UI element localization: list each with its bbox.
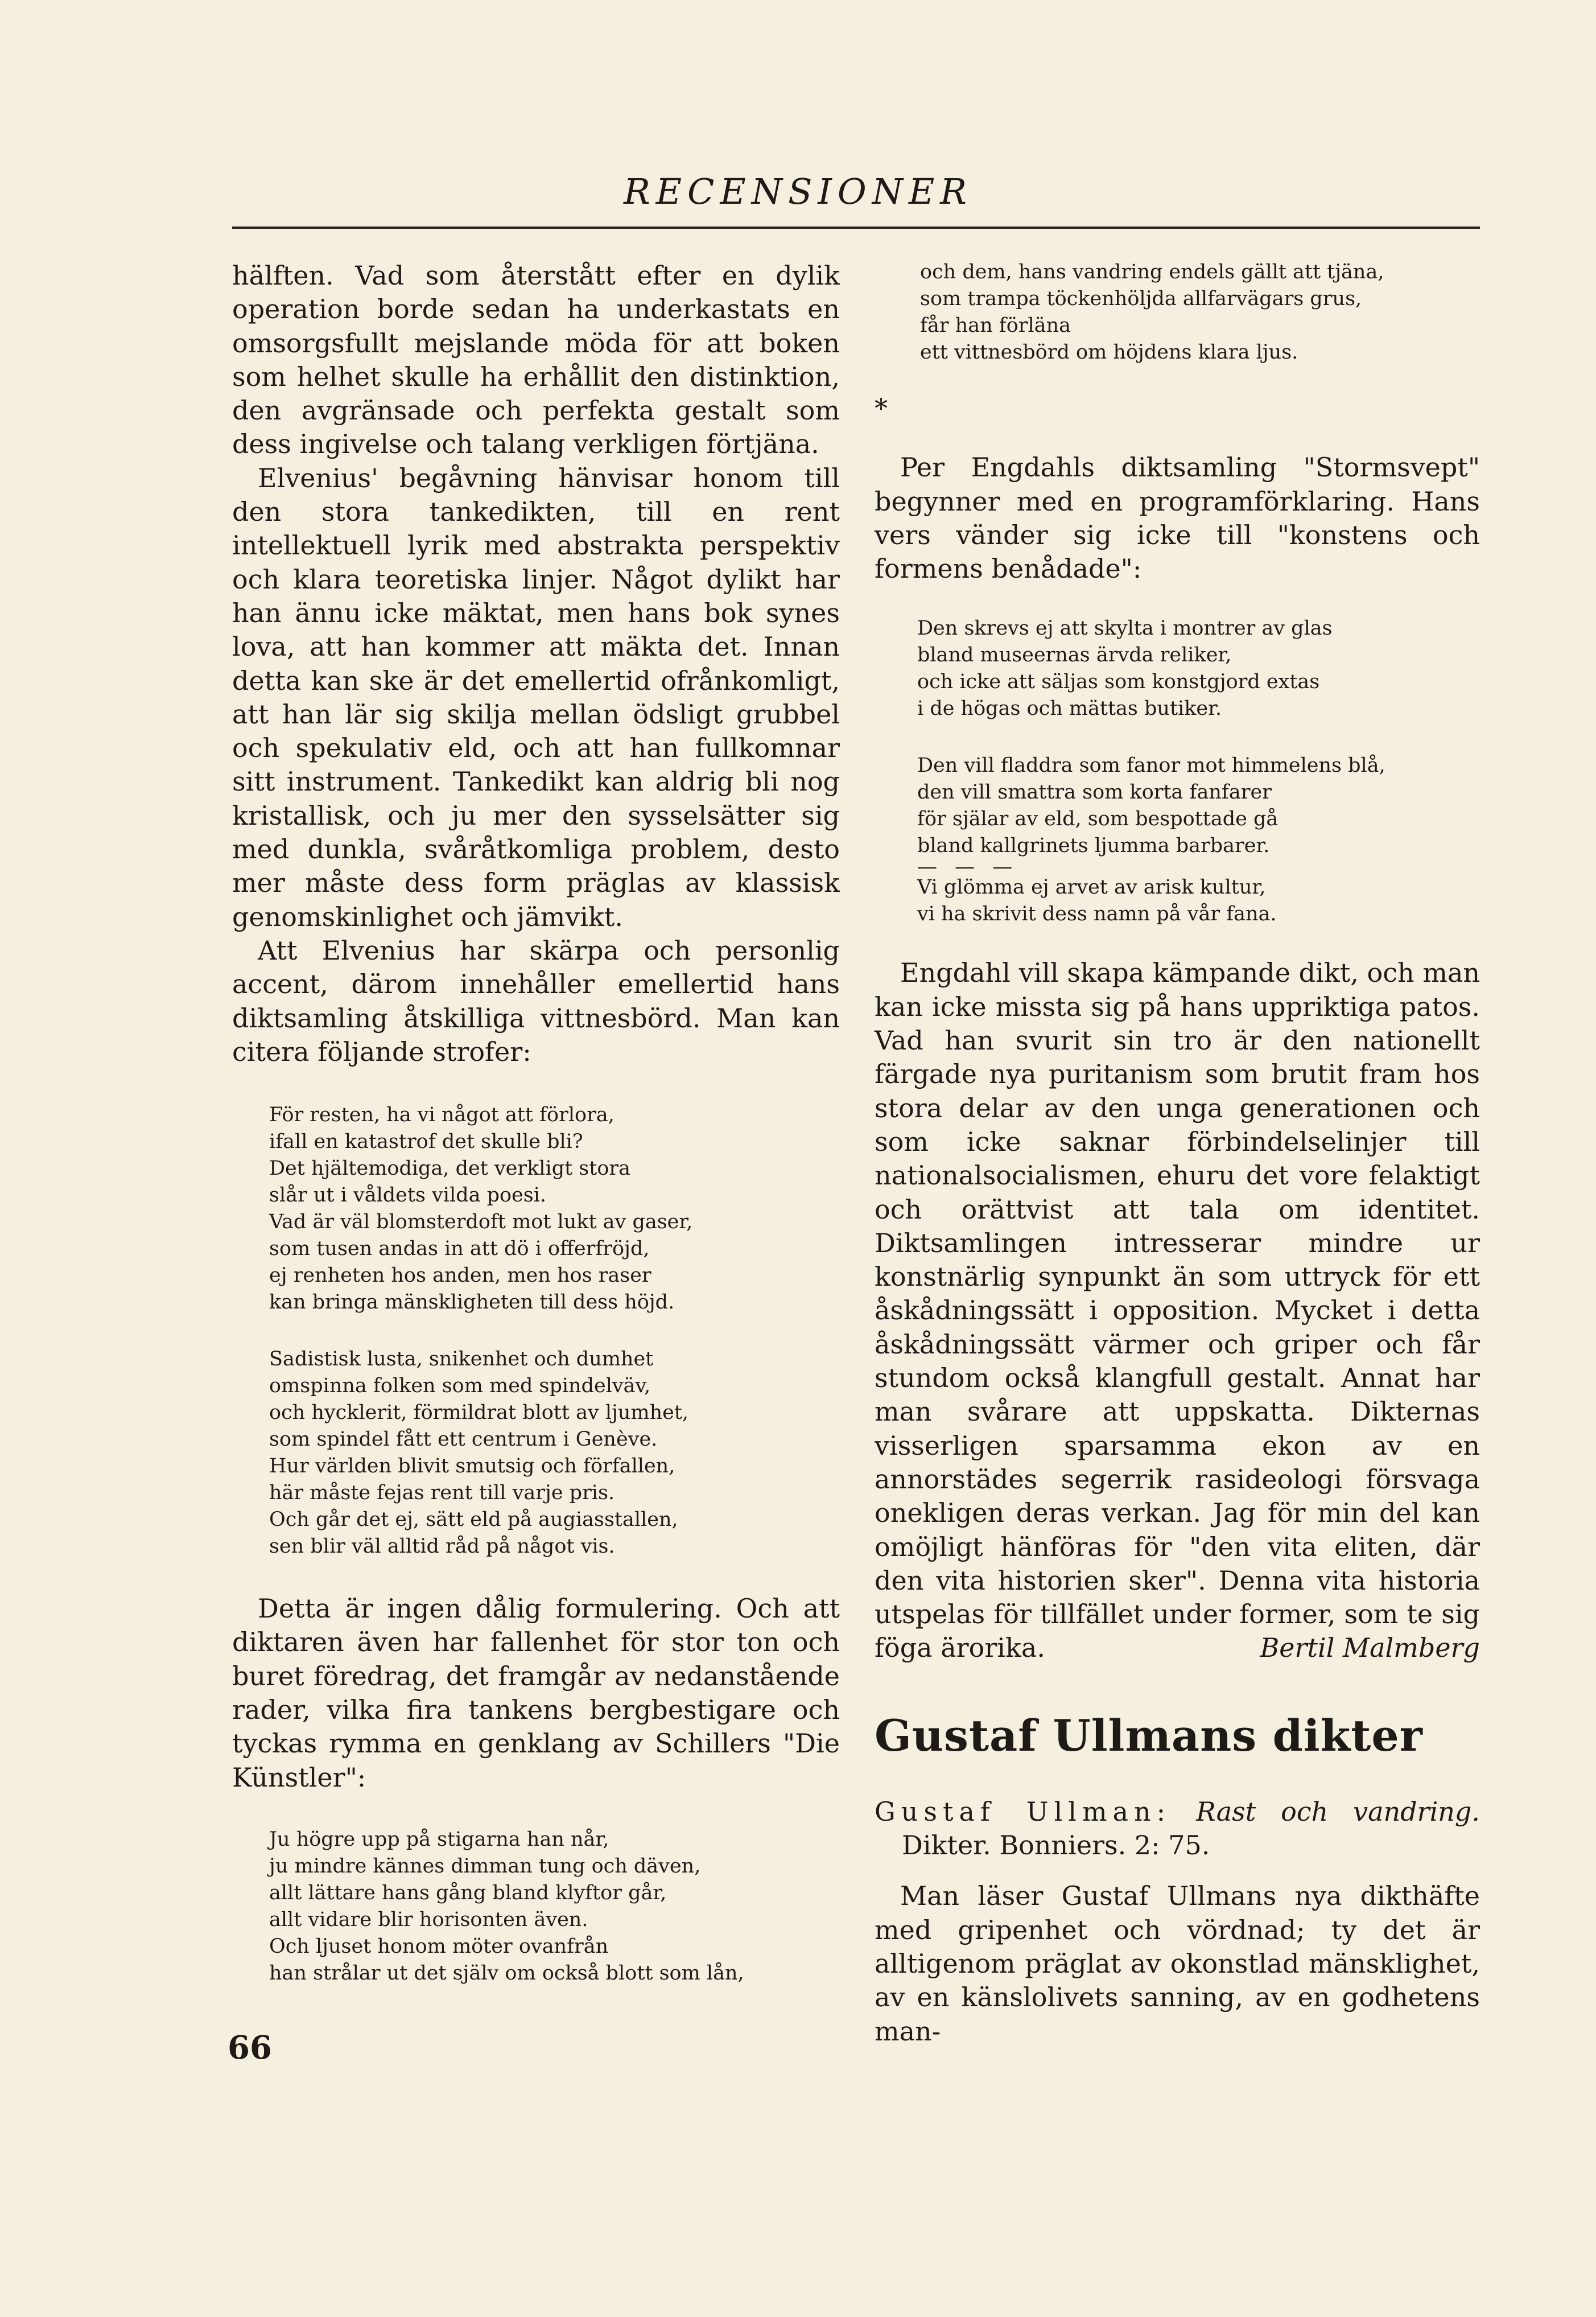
verse-line: Hur världen blivit smutsig och förfallen, [269,1455,675,1478]
verse-line: som trampa töckenhöljda allfarvägars grus, [920,287,1362,310]
left-paragraph-2: Elvenius' begåvning hänvisar honom till den stora tankedikten, till en rent intellektuell lyrik med abstrakta perspektiv och klara teoretiska linjer. Något dylikt har han ännu icke mäktat, men hans bok synes lova, att han kommer att mäkta det. Innan detta kan ske är det emellertid ofrånkomligt, att han lär sig skilja mellan ödsligt grubbel och spekulativ eld, och att han fullkomnar sitt instrument. Tankedikt kan aldrig bli nog kristallisk, och ju mer den sysselsätter sig med dunkla, svåråtkomliga problem, desto mer måste dess form präglas av klassisk genomskinlighet och jämvikt. [232,462,840,932]
verse-line: slår ut i våldets vilda poesi. [269,1184,547,1207]
verse-line: Vi glömma ej arvet av arisk kultur, [917,876,1266,899]
verse-line: sen blir väl alltid råd på något vis. [269,1535,615,1558]
verse-line: och dem, hans vandring endels gällt att tjäna, [920,261,1384,283]
verse-line: för själar av eld, som bespottade gå [917,808,1279,831]
left-paragraph-4: Detta är ingen dålig formulering. Och att diktaren även har fallenhet för stor ton och buret föredrag, det framgår av nedanstående rader, vilka fira tankens bergbestigare och tyckas rymma en genklang av Schillers "Die Künstler": [232,1593,840,1793]
verse-stanza [269,1102,840,1316]
verse-block-2 [232,1826,840,1987]
verse-line: som tusen andas in att dö i offerfröjd, [269,1237,650,1261]
verse-line: omspinna folken som med spindelväv, [269,1374,651,1398]
left-paragraph-3: Att Elvenius har skärpa och personlig accent, därom innehåller emellertid hans diktsamling åtskilliga vittnesbörd. Man kan citera följande strofer: [232,935,840,1067]
header-rule [232,227,1480,229]
verse-stanza [269,1346,840,1560]
verse-line: ifall en katastrof det skulle bli? [269,1130,583,1154]
verse-line: får han förläna [920,314,1071,337]
verse-line: som spindel fått ett centrum i Genève. [269,1428,658,1451]
running-head: RECENSIONER [624,171,972,212]
verse-line: här måste fejas rent till varje pris. [269,1481,615,1505]
verse-stanza [917,615,1480,722]
verse-line: bland museernas ärvda reliker, [917,644,1232,667]
signature: Bertil Malmberg [1260,1632,1480,1664]
verse-block-1 [232,1102,840,1560]
verse-line: Ju högre upp på stigarna han når, [269,1828,609,1851]
section-separator: * [875,393,888,423]
biblio-details: Dikter. Bonniers. 2: 75. [902,1830,1210,1861]
section-title: Gustaf Ullmans dikter [875,1710,1423,1761]
verse-line: ett vittnesbörd om höjdens klara ljus. [920,341,1298,364]
verse-line: ju mindre kännes dimman tung och däven, [269,1854,701,1878]
verse-line: Det hjältemodiga, det verkligt stora [269,1157,630,1180]
verse-line: Den skrevs ej att skylta i montrer av glas [917,617,1333,640]
verse-line: Och ljuset honom möter ovanfrån [269,1935,609,1958]
verse-line: och hycklerit, förmildrat blott av ljumhet, [269,1401,689,1425]
verse-line: och icke att säljas som konstgjord extas [917,670,1320,694]
verse-line: Och går det ej, sätt eld på augiasstallen, [269,1508,678,1532]
verse-line: ej renheten hos anden, men hos raser [269,1264,651,1287]
verse-line: Vad är väl blomsterdoft mot lukt av gaser, [269,1211,693,1234]
verse-stanza [917,874,1480,928]
verse-line: bland kallgrinets ljumma barbarer. [917,834,1270,858]
verse-line: den vill smattra som korta fanfarer [917,781,1272,804]
verse-line: kan bringa mänskligheten till dess höjd. [269,1291,675,1314]
verse-line: Sadistisk lusta, snikenhet och dumhet [269,1348,654,1371]
verse-line: han strålar ut det själv om också blott som lån, [269,1961,744,1985]
biblio-author: Gustaf Ullman: [875,1796,1172,1827]
page-number: 66 [228,2029,272,2067]
biblio-title: Rast och vandring. [1196,1796,1480,1827]
left-column [232,259,840,1987]
verse-line: allt vidare blir horisonten även. [269,1908,588,1931]
bibliographic-note [875,1795,1480,1863]
verse-line: allt lättare hans gång bland klyftor går, [269,1881,667,1904]
verse-line: Den vill fladdra som fanor mot himmelens blå, [917,754,1385,777]
right-paragraph-2-text: Engdahl vill skapa kämpande dikt, och man kan icke missta sig på hans uppriktiga patos. Vad han svurit sin tro är den nationellt färgade nya puritanism som brutit fram hos stora delar av den unga generationen och som icke saknar förbindelselinjer till nationalsocialismen, ehuru det vore felaktigt och orättvist att tala om identitet. Diktsamlingen intresserar mindre ur konstnärlig synpunkt än som uttryck för ett åskådningssätt i opposition. Mycket i detta åskådningssätt värmer och griper och får stundom också klangfull gestalt. Annat har man svårare att uppskatta. Dikternas visserligen sparsamma ekon av en annorstädes segerrik rasideologi försvaga onekligen deras verkan. Jag för min del kan omöjligt hänföras för "den vita eliten, där den vita historien sker". Denna vita historia utspelas för tillfället under former, som te sig föga ärorika. [875,957,1480,1664]
right-paragraph-3: Man läser Gustaf Ullmans nya dikthäfte med gripenhet och vördnad; ty det är alltigenom präglat av okonstlad mänsklighet, av en känslolivets sanning, av en godhetens man- [875,1880,1480,2047]
verse-block-3 [875,615,1480,928]
verse-line: För resten, ha vi något att förlora, [269,1104,615,1127]
right-paragraph-1: Per Engdahls diktsamling "Stormsvept" begynner med en programförklaring. Hans vers vänder sig icke till "konstens och formens benådade": [875,452,1480,585]
verse-line: i de högas och mättas butiker. [917,697,1222,721]
left-paragraph-1: hälften. Vad som återstått efter en dylik operation borde sedan ha underkastats en omsorgsfullt mejslande möda för att boken som helhet skulle ha erhållit den distinktion, den avgränsade och perfekta gestalt som dess ingivelse och talang verkligen förtjäna. [232,260,840,460]
verse-block-continued [875,259,1480,366]
right-column [875,259,1480,2048]
verse-stanza [917,752,1480,859]
right-paragraph-2 [875,956,1480,1665]
verse-dashes: — — — [917,855,1018,879]
verse-line: vi ha skrivit dess namn på vår fana. [917,903,1277,926]
